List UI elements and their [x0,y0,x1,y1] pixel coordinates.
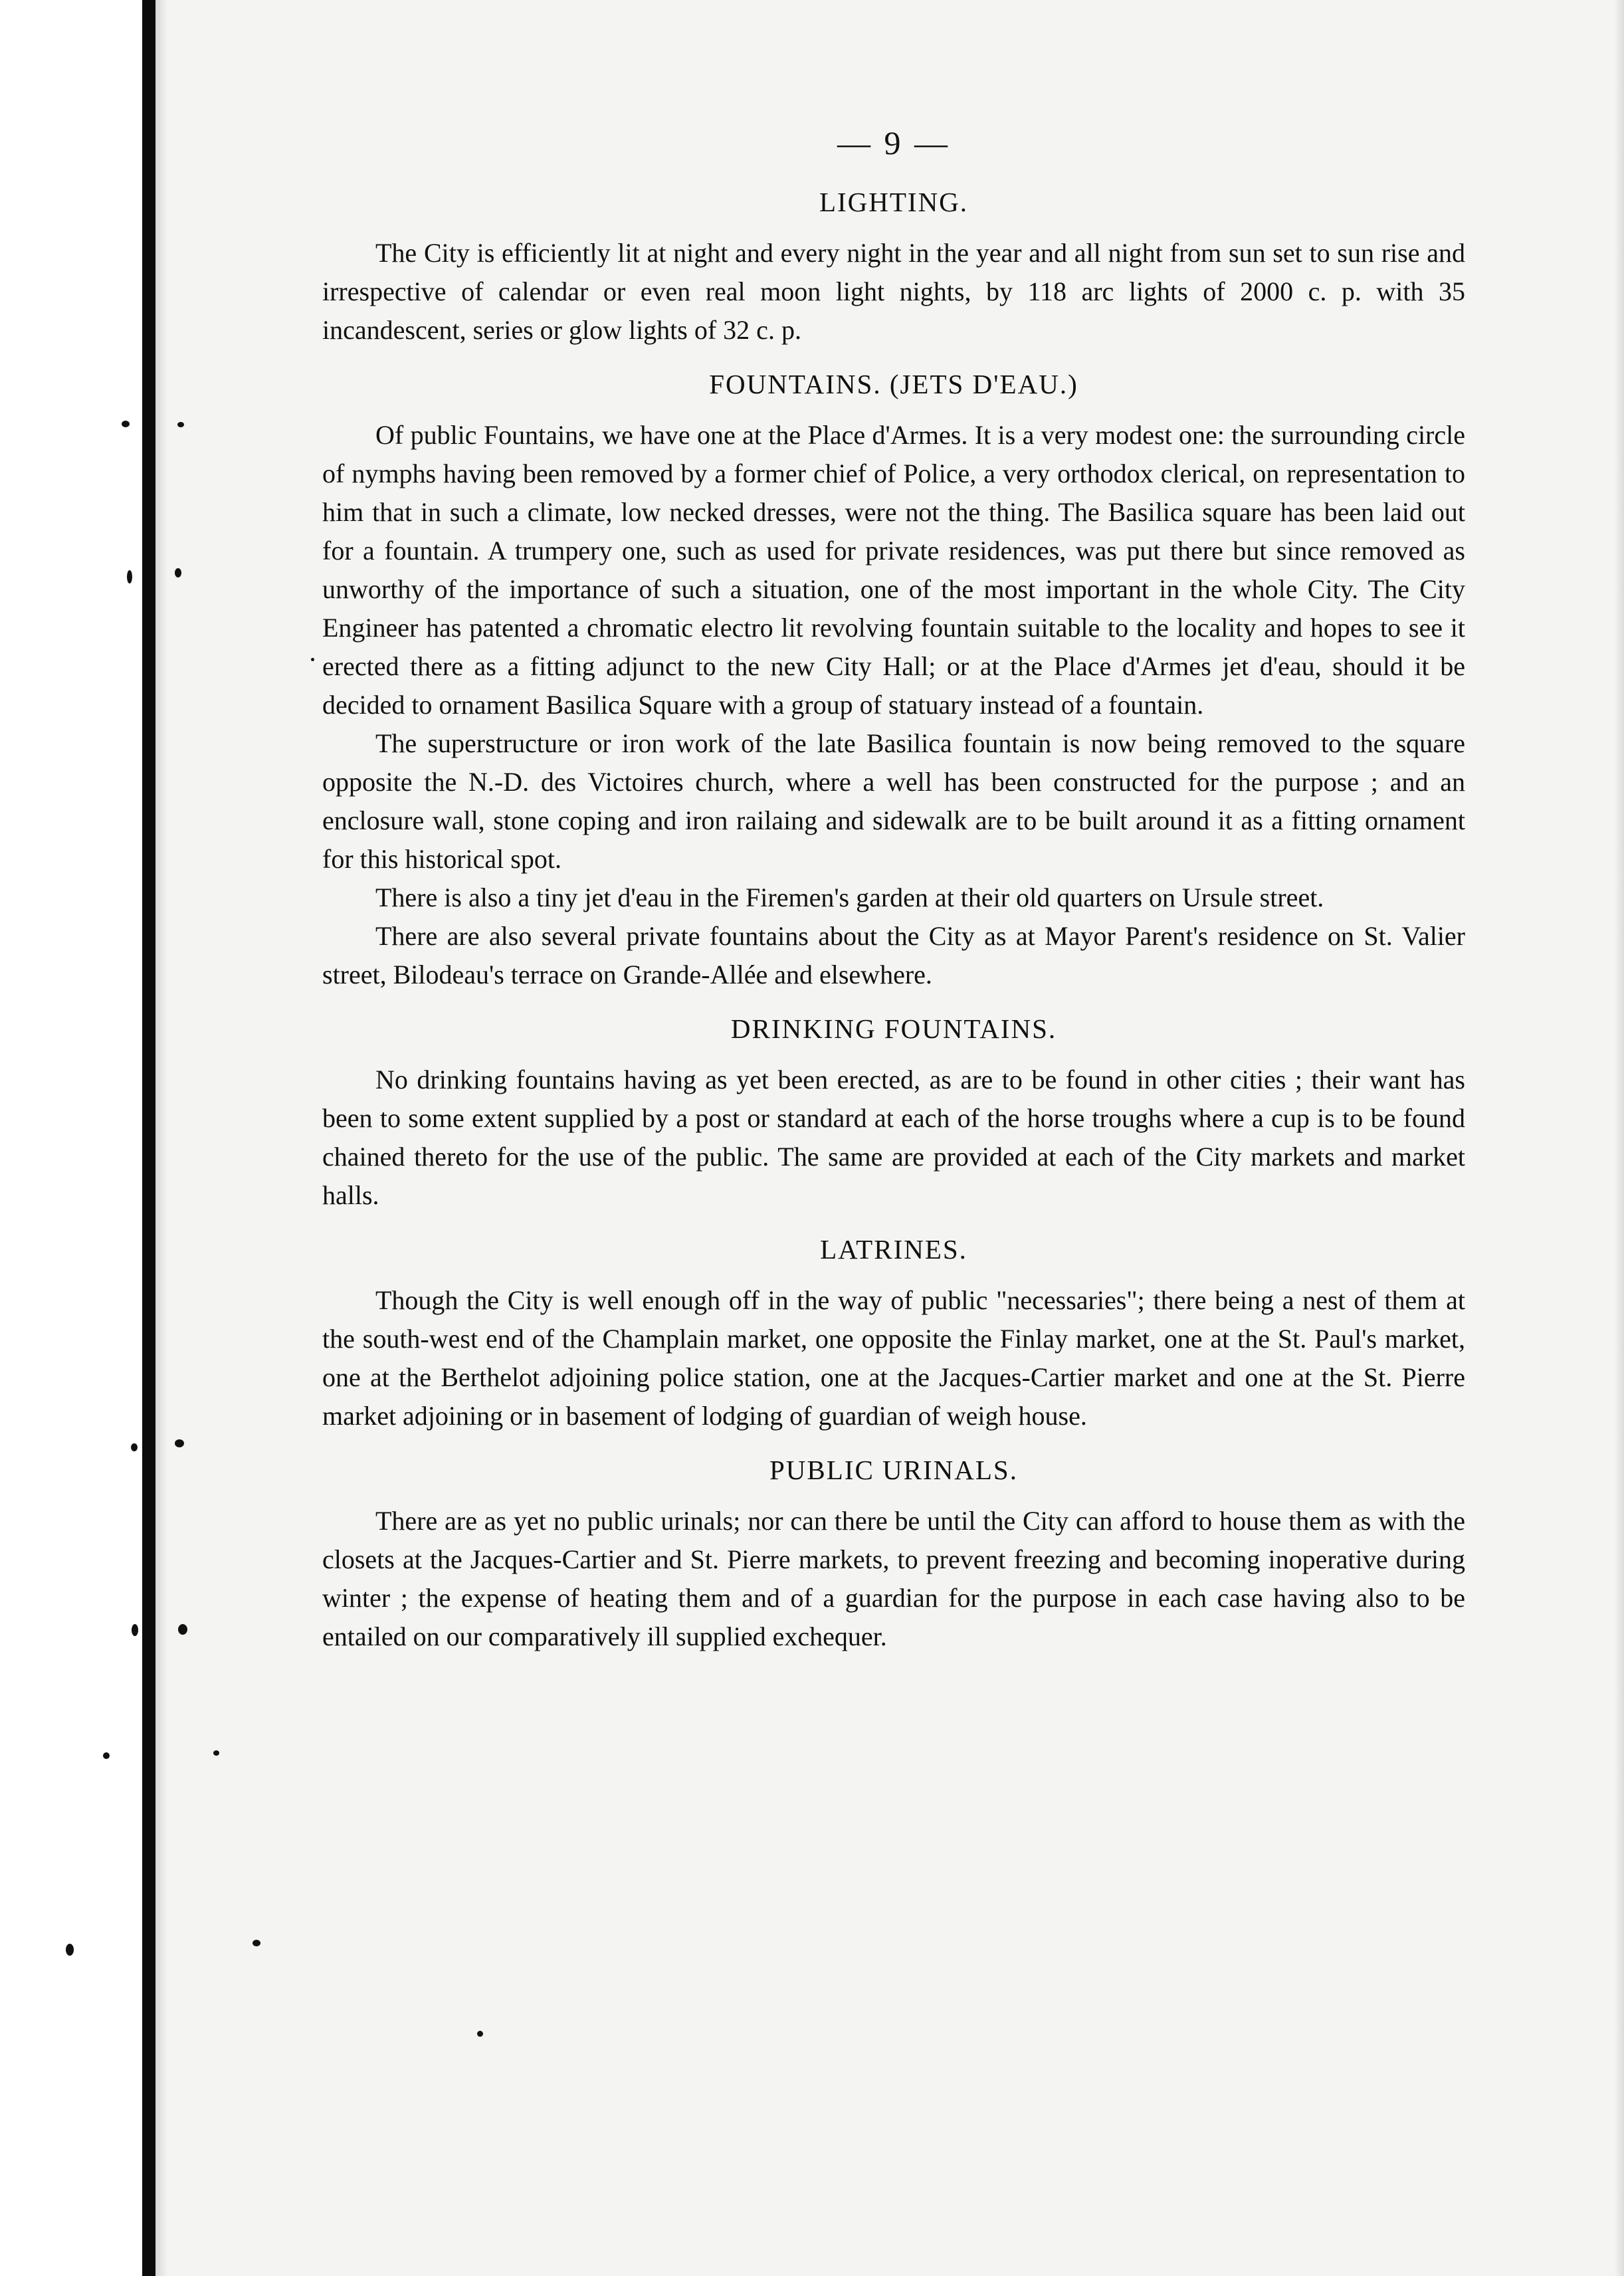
page-edge-shadow [155,0,167,2276]
scan-speck [131,1443,138,1451]
scan-speck [177,422,184,427]
book-spine-shadow [142,0,155,2276]
section-fountains [322,364,1465,994]
page-content [322,120,1465,1656]
paragraph: There are as yet no public urinals; nor can there be until the City can afford to house them as with the closets at the Jacques-Cartier and St. Pierre markets, to prevent freezing and becoming inoperative during winter ; the expense of heating them and of a guardian for the purpose in each case having also to be entailed on our comparatively ill supplied exchequer. [322,1506,1465,1651]
page-number: — 9 — [837,124,950,161]
scan-speck [127,570,132,583]
section-latrines [322,1229,1465,1435]
scan-speck [213,1750,219,1756]
paragraph: The City is efficiently lit at night and every night in the year and all night from sun set to sun rise and irrespective of calendar or even real moon light nights, by 118 arc lights of 2000 c. p. with 35 incandescent, series or glow lights of 32 c. p. [322,238,1465,345]
paragraph: There is also a tiny jet d'eau in the Firemen's garden at their old quarters on Ursule street. [375,882,1324,912]
section-lighting [322,182,1465,350]
section-heading: PUBLIC URINALS. [769,1455,1018,1485]
scan-speck [66,1944,74,1956]
paragraph: Of public Fountains, we have one at the Place d'Armes. It is a very modest one: the surrounding circle of nymphs having been removed by a former chief of Police, a very orthodox clerical, on representation to him that in such a climate, low necked dresses, were not the thing. The Basilica square has been laid out for a fountain. A trumpery one, such as used for private residences, was put there but since removed as unworthy of the importance of such a situation, one of the most important in the whole City. The City Engineer has patented a chromatic electro lit revolving fountain suitable to the locality and hopes to see it erected there as a fitting adjunct to the new City Hall; or at the Place d'Armes jet d'eau, should it be decided to ornament Basilica Square with a group of statuary instead of a fountain. [322,420,1465,720]
paragraph: The superstructure or iron work of the late Basilica fountain is now being removed to the square opposite the N.-D. des Victoires church, where a well has been constructed for the purpose ; and an enclosure wall, stone coping and iron railaing and sidewalk are to be built around it as a fitting ornament for this historical spot. [322,728,1465,874]
scan-speck [103,1752,110,1759]
scan-speck [175,1439,184,1447]
paragraph: No drinking fountains having as yet been erected, as are to be found in other cities ; their want has been to some extent supplied by a post or standard at each of the horse troughs where a cup is to be found chained thereto for the use of the public. The same are provided at each of the City markets and market halls. [322,1065,1465,1210]
scan-speck [178,1624,187,1635]
scan-speck [175,568,181,577]
section-heading: LATRINES. [820,1234,967,1265]
scan-speck [132,1624,138,1636]
section-heading: LIGHTING. [819,187,969,217]
scan-speck [477,2031,483,2037]
paragraph: Though the City is well enough off in the way of public "necessaries"; there being a nest of them at the south-west end of the Champlain market, one opposite the Finlay market, one at the St. Paul's market, one at the Berthelot adjoining police station, one at the Jacques-Cartier market and one at the St. Pierre market adjoining or in basement of lodging of guardian of weigh house. [322,1285,1465,1431]
section-heading: FOUNTAINS. (JETS D'EAU.) [709,369,1078,399]
left-margin [0,0,154,2276]
scan-speck [253,1940,260,1946]
paragraph: There are also several private fountains about the City as at Mayor Parent's residence on St. Valier street, Bilodeau's terrace on Grande-Allée and elsewhere. [322,921,1465,989]
scan-speck [122,421,130,427]
right-page-edge [1615,0,1624,2276]
scan-speck [311,658,314,661]
section-heading: DRINKING FOUNTAINS. [730,1013,1057,1044]
section-drinking-fountains [322,1009,1465,1215]
section-public-urinals [322,1450,1465,1656]
